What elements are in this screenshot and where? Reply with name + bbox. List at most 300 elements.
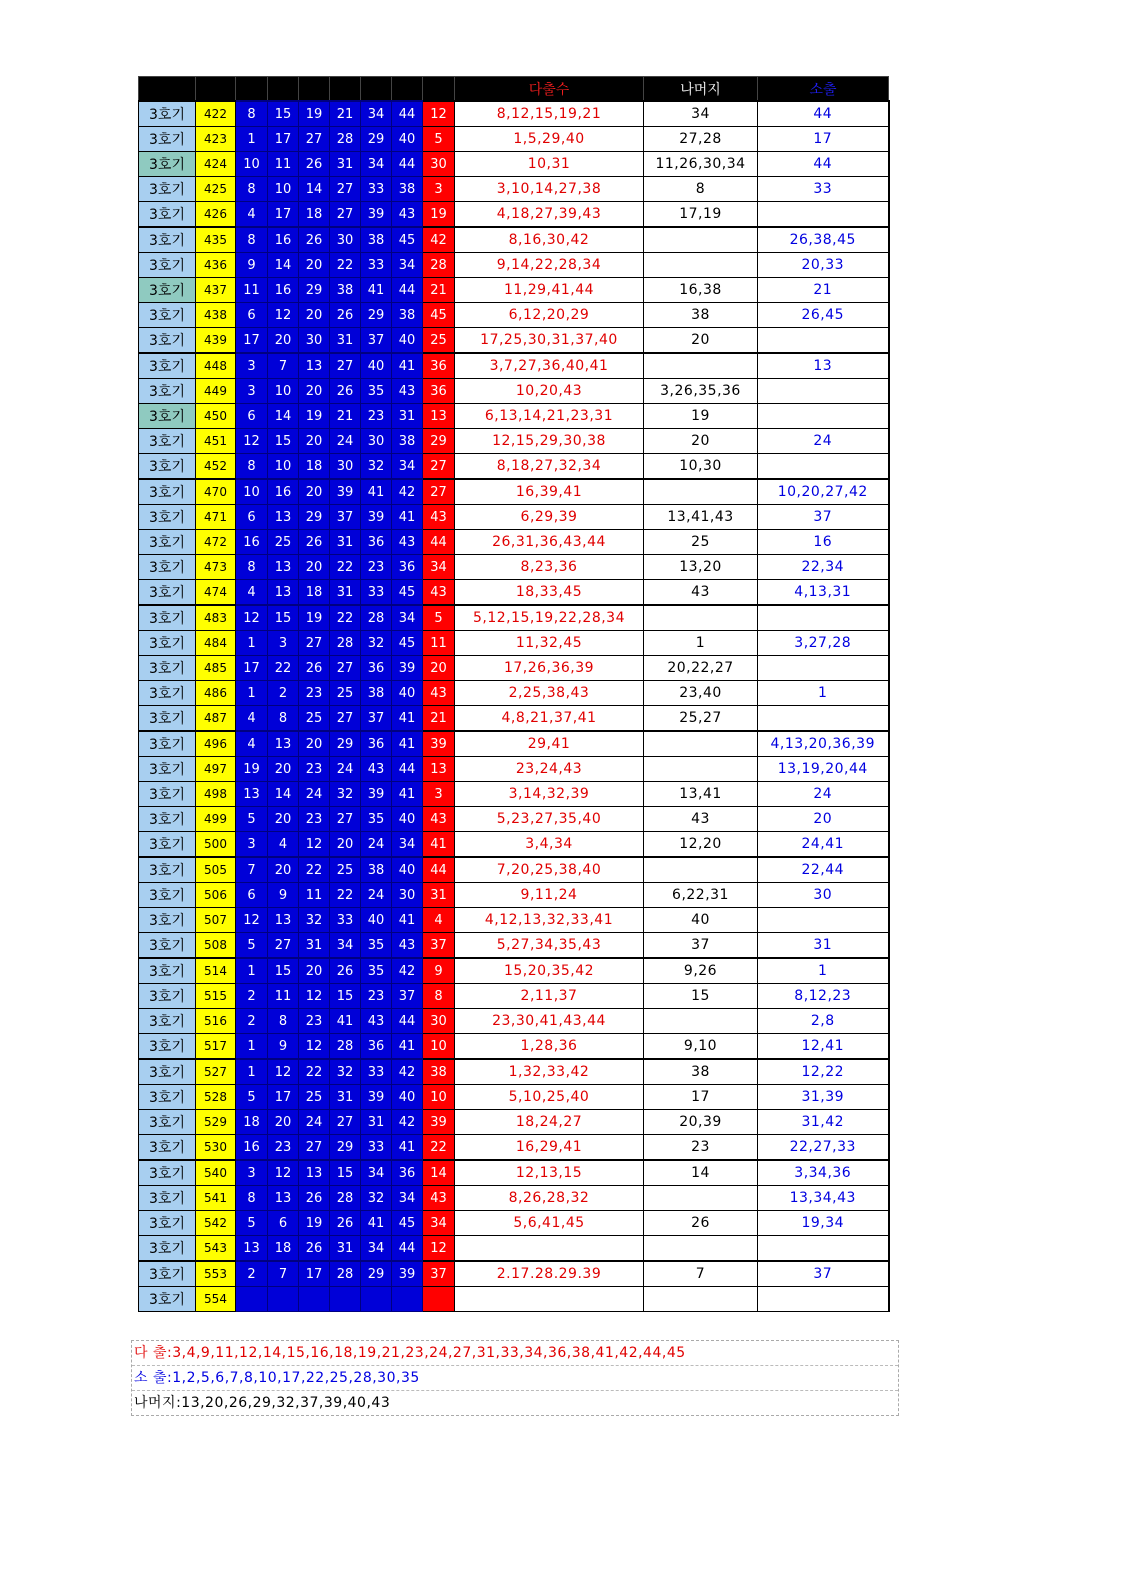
number-cell: 40 (392, 807, 423, 832)
number-cell: 44 (392, 757, 423, 782)
bonus-cell: 21 (423, 278, 455, 303)
machine-cell: 3호기 (139, 1186, 196, 1211)
da-cell: 5,10,25,40 (455, 1085, 644, 1110)
round-cell: 496 (196, 731, 236, 757)
round-cell: 486 (196, 681, 236, 706)
number-cell: 25 (299, 706, 330, 732)
number-cell: 42 (392, 1059, 423, 1085)
machine-cell: 3호기 (139, 605, 196, 631)
machine-cell: 3호기 (139, 429, 196, 454)
number-cell: 41 (361, 479, 392, 505)
number-cell: 13 (268, 1186, 299, 1211)
number-cell: 12 (299, 984, 330, 1009)
round-cell: 471 (196, 505, 236, 530)
table-row (139, 1261, 889, 1287)
da-cell: 8,23,36 (455, 555, 644, 580)
number-cell: 45 (392, 631, 423, 656)
machine-cell: 3호기 (139, 731, 196, 757)
round-cell: 530 (196, 1135, 236, 1161)
number-cell: 20 (299, 429, 330, 454)
bonus-cell: 21 (423, 706, 455, 732)
so-cell: 1 (758, 958, 889, 984)
header-cell (299, 77, 330, 102)
da-cell: 16,29,41 (455, 1135, 644, 1161)
number-cell: 16 (236, 1135, 268, 1161)
number-cell: 36 (392, 1160, 423, 1186)
number-cell: 1 (236, 681, 268, 706)
round-cell: 508 (196, 933, 236, 959)
number-cell: 32 (361, 454, 392, 480)
number-cell: 39 (361, 782, 392, 807)
number-cell: 31 (299, 933, 330, 959)
number-cell: 16 (236, 530, 268, 555)
table-row (139, 1211, 889, 1236)
number-cell: 8 (236, 1186, 268, 1211)
number-cell: 32 (361, 1186, 392, 1211)
number-cell: 42 (392, 479, 423, 505)
machine-cell: 3호기 (139, 807, 196, 832)
na-cell: 43 (644, 807, 758, 832)
number-cell: 27 (330, 1110, 361, 1135)
number-cell: 34 (361, 1236, 392, 1262)
machine-cell: 3호기 (139, 706, 196, 732)
da-cell: 1,32,33,42 (455, 1059, 644, 1085)
table-row (139, 303, 889, 328)
number-cell: 31 (330, 1236, 361, 1262)
number-cell: 29 (330, 731, 361, 757)
machine-cell: 3호기 (139, 1135, 196, 1161)
da-cell: 18,24,27 (455, 1110, 644, 1135)
number-cell: 44 (392, 152, 423, 177)
bonus-cell: 44 (423, 857, 455, 883)
number-cell: 15 (330, 1160, 361, 1186)
number-cell: 15 (268, 101, 299, 127)
number-cell: 13 (268, 555, 299, 580)
number-cell: 14 (299, 177, 330, 202)
da-cell: 3,4,34 (455, 832, 644, 858)
table-row (139, 933, 889, 959)
round-cell: 423 (196, 127, 236, 152)
na-cell (644, 253, 758, 278)
table-row (139, 127, 889, 152)
na-cell (644, 227, 758, 253)
number-cell: 2 (236, 1009, 268, 1034)
header-cell (361, 77, 392, 102)
number-cell: 14 (268, 253, 299, 278)
number-cell: 45 (392, 1211, 423, 1236)
number-cell: 20 (299, 253, 330, 278)
number-cell: 10 (268, 177, 299, 202)
so-cell: 22,44 (758, 857, 889, 883)
number-cell: 35 (361, 807, 392, 832)
number-cell: 1 (236, 1059, 268, 1085)
number-cell: 2 (236, 984, 268, 1009)
number-cell: 6 (236, 303, 268, 328)
number-cell: 13 (268, 580, 299, 606)
da-cell: 7,20,25,38,40 (455, 857, 644, 883)
na-cell: 14 (644, 1160, 758, 1186)
number-cell: 26 (299, 227, 330, 253)
number-cell: 20 (330, 832, 361, 858)
bonus-cell: 30 (423, 152, 455, 177)
so-cell: 19,34 (758, 1211, 889, 1236)
machine-cell: 3호기 (139, 1034, 196, 1060)
number-cell: 19 (299, 1211, 330, 1236)
number-cell: 33 (361, 1135, 392, 1161)
so-cell: 20 (758, 807, 889, 832)
table-row (139, 328, 889, 354)
bonus-cell: 43 (423, 505, 455, 530)
so-cell: 44 (758, 152, 889, 177)
na-cell: 9,10 (644, 1034, 758, 1060)
number-cell: 40 (392, 328, 423, 354)
number-cell: 12 (299, 1034, 330, 1060)
table-row (139, 1110, 889, 1135)
header-na: 나머지 (644, 77, 758, 102)
machine-cell: 3호기 (139, 404, 196, 429)
number-cell: 6 (236, 404, 268, 429)
machine-cell: 3호기 (139, 101, 196, 127)
number-cell: 7 (268, 353, 299, 379)
bonus-cell: 5 (423, 605, 455, 631)
da-cell: 11,32,45 (455, 631, 644, 656)
number-cell: 22 (268, 656, 299, 681)
bonus-cell: 45 (423, 303, 455, 328)
summary-da: 다 출:3,4,9,11,12,14,15,16,18,19,21,23,24,27,31,33,34,36,38,41,42,44,45 (132, 1341, 898, 1366)
so-cell: 4,13,20,36,39 (758, 731, 889, 757)
machine-cell: 3호기 (139, 152, 196, 177)
na-cell: 20,22,27 (644, 656, 758, 681)
number-cell: 21 (330, 404, 361, 429)
number-cell: 13 (299, 1160, 330, 1186)
bonus-cell: 5 (423, 127, 455, 152)
number-cell: 40 (361, 908, 392, 933)
number-cell: 37 (330, 505, 361, 530)
da-cell: 2,11,37 (455, 984, 644, 1009)
number-cell: 17 (299, 1261, 330, 1287)
na-cell (644, 605, 758, 631)
table-row (139, 1009, 889, 1034)
number-cell: 36 (361, 731, 392, 757)
round-cell: 436 (196, 253, 236, 278)
table-row (139, 757, 889, 782)
number-cell: 20 (268, 757, 299, 782)
na-cell: 16,38 (644, 278, 758, 303)
number-cell: 26 (299, 656, 330, 681)
table-row (139, 731, 889, 757)
number-cell: 20 (299, 555, 330, 580)
da-cell: 23,30,41,43,44 (455, 1009, 644, 1034)
so-cell: 37 (758, 505, 889, 530)
machine-cell: 3호기 (139, 479, 196, 505)
number-cell: 31 (330, 580, 361, 606)
da-cell: 4,18,27,39,43 (455, 202, 644, 228)
table-body (139, 77, 889, 1312)
number-cell: 36 (361, 656, 392, 681)
number-cell: 34 (330, 933, 361, 959)
table-row (139, 580, 889, 606)
na-cell (644, 857, 758, 883)
na-cell (644, 731, 758, 757)
summary-so: 소 출:1,2,5,6,7,8,10,17,22,25,28,30,35 (132, 1366, 898, 1391)
number-cell (236, 1287, 268, 1312)
round-cell: 499 (196, 807, 236, 832)
da-cell (455, 1236, 644, 1262)
na-cell (644, 1009, 758, 1034)
round-cell: 497 (196, 757, 236, 782)
so-cell: 17 (758, 127, 889, 152)
so-cell (758, 656, 889, 681)
round-cell: 514 (196, 958, 236, 984)
na-cell (644, 1236, 758, 1262)
table-row (139, 278, 889, 303)
lottery-table (138, 76, 890, 1312)
number-cell: 40 (392, 127, 423, 152)
round-cell: 437 (196, 278, 236, 303)
table-row (139, 857, 889, 883)
number-cell: 34 (392, 1186, 423, 1211)
round-cell: 435 (196, 227, 236, 253)
number-cell: 13 (236, 782, 268, 807)
number-cell: 34 (361, 101, 392, 127)
machine-cell: 3호기 (139, 278, 196, 303)
number-cell: 41 (392, 782, 423, 807)
number-cell: 30 (330, 227, 361, 253)
machine-cell: 3호기 (139, 1160, 196, 1186)
so-cell: 3,27,28 (758, 631, 889, 656)
number-cell: 15 (330, 984, 361, 1009)
number-cell: 33 (361, 177, 392, 202)
machine-cell: 3호기 (139, 580, 196, 606)
number-cell: 26 (299, 1236, 330, 1262)
number-cell: 12 (299, 832, 330, 858)
number-cell: 12 (268, 1059, 299, 1085)
number-cell: 24 (330, 429, 361, 454)
number-cell: 24 (330, 757, 361, 782)
na-cell: 43 (644, 580, 758, 606)
da-cell: 29,41 (455, 731, 644, 757)
na-cell: 20 (644, 429, 758, 454)
number-cell: 29 (299, 505, 330, 530)
number-cell: 1 (236, 127, 268, 152)
number-cell: 28 (330, 127, 361, 152)
number-cell: 33 (361, 580, 392, 606)
number-cell: 4 (236, 731, 268, 757)
machine-cell: 3호기 (139, 933, 196, 959)
number-cell: 15 (268, 958, 299, 984)
round-cell: 500 (196, 832, 236, 858)
number-cell: 27 (299, 1135, 330, 1161)
table-row (139, 984, 889, 1009)
number-cell: 41 (392, 1135, 423, 1161)
na-cell: 6,22,31 (644, 883, 758, 908)
number-cell: 22 (330, 605, 361, 631)
number-cell: 41 (392, 353, 423, 379)
number-cell: 3 (236, 832, 268, 858)
so-cell: 31 (758, 933, 889, 959)
da-cell: 8,16,30,42 (455, 227, 644, 253)
number-cell: 26 (299, 1186, 330, 1211)
number-cell: 10 (268, 454, 299, 480)
round-cell: 529 (196, 1110, 236, 1135)
header-row (139, 77, 889, 102)
number-cell: 26 (330, 303, 361, 328)
da-cell: 12,15,29,30,38 (455, 429, 644, 454)
number-cell: 29 (361, 303, 392, 328)
round-cell: 554 (196, 1287, 236, 1312)
so-cell: 31,39 (758, 1085, 889, 1110)
bonus-cell: 14 (423, 1160, 455, 1186)
so-cell: 10,20,27,42 (758, 479, 889, 505)
machine-cell: 3호기 (139, 757, 196, 782)
table-row (139, 1059, 889, 1085)
number-cell: 31 (330, 328, 361, 354)
number-cell: 42 (392, 958, 423, 984)
number-cell: 19 (299, 101, 330, 127)
number-cell: 18 (299, 580, 330, 606)
header-cell (268, 77, 299, 102)
header-cell (330, 77, 361, 102)
number-cell: 12 (236, 908, 268, 933)
so-cell: 26,45 (758, 303, 889, 328)
number-cell: 11 (268, 984, 299, 1009)
number-cell: 19 (299, 404, 330, 429)
so-cell: 37 (758, 1261, 889, 1287)
number-cell: 39 (361, 505, 392, 530)
table-row (139, 656, 889, 681)
da-cell: 6,12,20,29 (455, 303, 644, 328)
na-cell: 13,41,43 (644, 505, 758, 530)
machine-cell: 3호기 (139, 656, 196, 681)
header-cell (423, 77, 455, 102)
na-cell: 40 (644, 908, 758, 933)
number-cell: 3 (236, 1160, 268, 1186)
na-cell: 7 (644, 1261, 758, 1287)
number-cell: 38 (361, 857, 392, 883)
da-cell: 8,18,27,32,34 (455, 454, 644, 480)
number-cell: 32 (330, 1059, 361, 1085)
so-cell: 13,34,43 (758, 1186, 889, 1211)
bonus-cell: 43 (423, 580, 455, 606)
number-cell: 42 (392, 1110, 423, 1135)
na-cell: 10,30 (644, 454, 758, 480)
bonus-cell: 20 (423, 656, 455, 681)
number-cell: 27 (299, 127, 330, 152)
machine-cell: 3호기 (139, 202, 196, 228)
number-cell: 41 (361, 1211, 392, 1236)
machine-cell: 3호기 (139, 908, 196, 933)
bonus-cell: 3 (423, 782, 455, 807)
number-cell: 38 (361, 227, 392, 253)
da-cell: 5,12,15,19,22,28,34 (455, 605, 644, 631)
table-row (139, 1135, 889, 1161)
number-cell: 15 (268, 605, 299, 631)
na-cell: 13,20 (644, 555, 758, 580)
table-row (139, 454, 889, 480)
machine-cell: 3호기 (139, 328, 196, 354)
number-cell: 13 (268, 505, 299, 530)
so-cell: 13,19,20,44 (758, 757, 889, 782)
number-cell: 13 (268, 908, 299, 933)
number-cell: 29 (299, 278, 330, 303)
number-cell: 30 (392, 883, 423, 908)
machine-cell: 3호기 (139, 857, 196, 883)
number-cell: 31 (330, 1085, 361, 1110)
bonus-cell: 8 (423, 984, 455, 1009)
na-cell: 8 (644, 177, 758, 202)
number-cell: 10 (268, 379, 299, 404)
table-row (139, 479, 889, 505)
number-cell: 1 (236, 1034, 268, 1060)
so-cell: 2,8 (758, 1009, 889, 1034)
number-cell: 23 (361, 404, 392, 429)
da-cell: 5,6,41,45 (455, 1211, 644, 1236)
number-cell: 41 (392, 731, 423, 757)
round-cell: 487 (196, 706, 236, 732)
number-cell: 28 (330, 1186, 361, 1211)
number-cell: 28 (330, 631, 361, 656)
number-cell: 24 (361, 883, 392, 908)
number-cell: 36 (361, 530, 392, 555)
number-cell: 8 (236, 555, 268, 580)
na-cell (644, 1287, 758, 1312)
number-cell: 15 (268, 429, 299, 454)
number-cell: 27 (330, 353, 361, 379)
number-cell: 23 (361, 555, 392, 580)
number-cell: 25 (330, 857, 361, 883)
table-row (139, 177, 889, 202)
machine-cell: 3호기 (139, 353, 196, 379)
number-cell: 28 (330, 1034, 361, 1060)
number-cell: 9 (268, 1034, 299, 1060)
machine-cell: 3호기 (139, 782, 196, 807)
da-cell: 18,33,45 (455, 580, 644, 606)
number-cell: 6 (268, 1211, 299, 1236)
table-row (139, 832, 889, 858)
da-cell: 9,11,24 (455, 883, 644, 908)
bonus-cell: 36 (423, 379, 455, 404)
table-row (139, 429, 889, 454)
number-cell: 27 (330, 807, 361, 832)
table-row (139, 706, 889, 732)
table-row (139, 101, 889, 127)
round-cell: 516 (196, 1009, 236, 1034)
na-cell: 20,39 (644, 1110, 758, 1135)
bonus-cell: 34 (423, 555, 455, 580)
so-cell (758, 202, 889, 228)
bonus-cell: 27 (423, 454, 455, 480)
number-cell: 5 (236, 807, 268, 832)
round-cell: 542 (196, 1211, 236, 1236)
number-cell: 34 (361, 152, 392, 177)
number-cell: 22 (330, 253, 361, 278)
da-cell: 1,28,36 (455, 1034, 644, 1060)
da-cell: 5,23,27,35,40 (455, 807, 644, 832)
da-cell: 3,10,14,27,38 (455, 177, 644, 202)
number-cell: 3 (236, 379, 268, 404)
number-cell: 33 (330, 908, 361, 933)
so-cell: 21 (758, 278, 889, 303)
number-cell: 28 (361, 605, 392, 631)
bonus-cell: 39 (423, 1110, 455, 1135)
machine-cell: 3호기 (139, 1085, 196, 1110)
number-cell: 17 (236, 328, 268, 354)
da-cell: 8,26,28,32 (455, 1186, 644, 1211)
machine-cell: 3호기 (139, 530, 196, 555)
number-cell: 17 (268, 202, 299, 228)
number-cell: 20 (299, 731, 330, 757)
number-cell: 27 (330, 656, 361, 681)
